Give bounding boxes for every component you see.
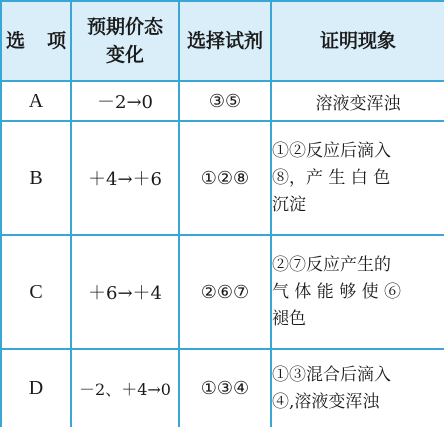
evidence-cell [271, 121, 444, 235]
valence-cell: －2、＋4→0 [71, 349, 179, 427]
evidence-cell [271, 81, 444, 121]
table-row [1, 81, 444, 121]
evidence-line: ①②反应后滴入 [272, 140, 391, 161]
evidence-line: 沉淀 [272, 194, 306, 215]
evidence-line: 气 体 能 够 使 ⑥ [272, 281, 402, 302]
header-valence-line2: 变化 [105, 44, 144, 66]
table-row [1, 349, 444, 427]
reagent-cell: ②⑥⑦ [179, 235, 271, 349]
header-reagent: 选择试剂 [179, 1, 271, 81]
header-option-char1: 选 [5, 30, 25, 52]
option-cell: A [1, 81, 71, 121]
header-option-char2: 项 [47, 30, 67, 52]
header-evidence: 证明现象 [271, 1, 444, 81]
evidence-cell [271, 349, 444, 427]
header-valence-line1: 预期价态 [86, 16, 163, 38]
valence-cell: ＋6→＋4 [71, 235, 179, 349]
evidence-line: ②⑦反应产生的 [272, 254, 391, 275]
option-cell: C [1, 235, 71, 349]
evidence-line: 褪色 [272, 308, 306, 329]
valence-cell: ＋4→＋6 [71, 121, 179, 235]
option-cell: D [1, 349, 71, 427]
header-option [1, 1, 71, 81]
table-row [1, 121, 444, 235]
header-valence [71, 1, 179, 81]
option-cell: B [1, 121, 71, 235]
evidence-line: ④,溶液变浑浊 [272, 391, 380, 412]
table-row [1, 235, 444, 349]
evidence-cell [271, 235, 444, 349]
reagent-cell: ①③④ [179, 349, 271, 427]
evidence-line: ①③混合后滴入 [272, 364, 391, 385]
evidence-line: 溶液变浑浊 [315, 93, 401, 114]
header-row [1, 1, 444, 81]
reagent-cell: ①②⑧ [179, 121, 271, 235]
valence-cell: －2→0 [71, 81, 179, 121]
evidence-line: ⑧，产 生 白 色 [272, 167, 391, 188]
reagent-cell: ③⑤ [179, 81, 271, 121]
